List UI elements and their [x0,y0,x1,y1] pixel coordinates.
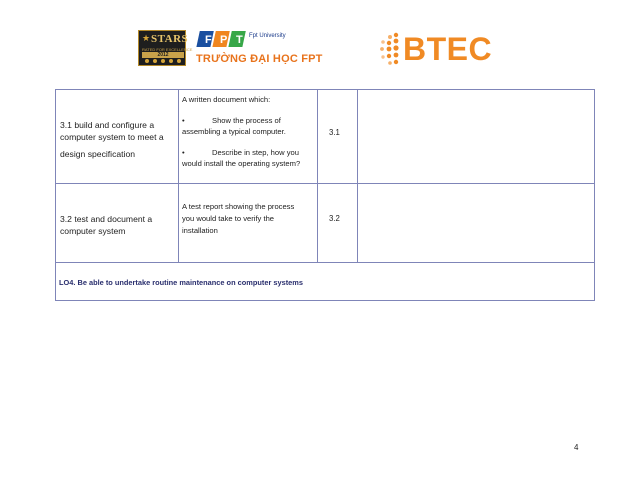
evidence-bullet-line [182,115,316,127]
evidence-bullet-text: Describe in step, how you [212,148,299,157]
fpt-university-name: TRƯỜNG ĐẠI HỌC FPT [196,53,323,65]
criterion-cell [56,184,179,262]
reference-cell [318,184,358,262]
evidence-bullet-continuation: assembling a typical computer. [182,127,286,136]
notes-cell [358,90,594,183]
reference-cell [318,90,358,183]
evidence-cell [179,184,318,262]
bullet-icon: • [182,116,185,125]
evidence-intro: A written document which: [182,95,271,104]
btec-logo-word: BTEC [403,31,493,67]
stars-logo-dots [145,59,181,64]
evidence-bullet-continuation: would install the operating system? [182,159,301,168]
table-row [56,184,594,263]
criterion-reference: 3.2 [329,214,340,223]
stars-logo-subtitle: RATED FOR EXCELLENCE [142,47,193,52]
criterion-line: 3.1 build and configure a [60,120,155,130]
stars-logo-year: 2012 [142,52,184,58]
star-icon: ★ [142,33,151,43]
stars-logo-word: STARS [151,33,189,45]
evidence-cell [179,90,318,183]
evidence-bullet-text: Show the process of [212,116,281,125]
svg-text:T: T [236,34,243,46]
evidence-line: installation [182,226,218,235]
evidence-line: A test report showing the process [182,202,295,211]
criterion-line: 3.2 test and document a [60,214,153,224]
criterion-line: computer system [60,226,126,236]
page-number: 4 [574,443,579,452]
learning-outcome-heading: LO4. Be able to undertake routine maintenance on computer systems [59,278,303,287]
bullet-icon: • [182,148,185,157]
criterion-reference: 3.1 [329,128,340,137]
criterion-line: design specification [60,149,136,159]
fpt-logo-icon [196,30,248,48]
svg-text:P: P [220,34,228,46]
notes-cell [358,184,594,262]
btec-dots-icon [378,32,402,68]
criterion-line: computer system to meet a [60,132,164,142]
svg-text:F: F [205,34,212,46]
stars-logo [138,30,193,66]
fpt-university-label: Fpt University [249,33,286,39]
assessment-table [55,89,595,301]
evidence-bullet-line [182,147,316,159]
evidence-line: you would take to verify the [182,214,275,223]
table-row [56,90,594,184]
table-row [56,263,594,300]
criterion-cell [56,90,179,183]
